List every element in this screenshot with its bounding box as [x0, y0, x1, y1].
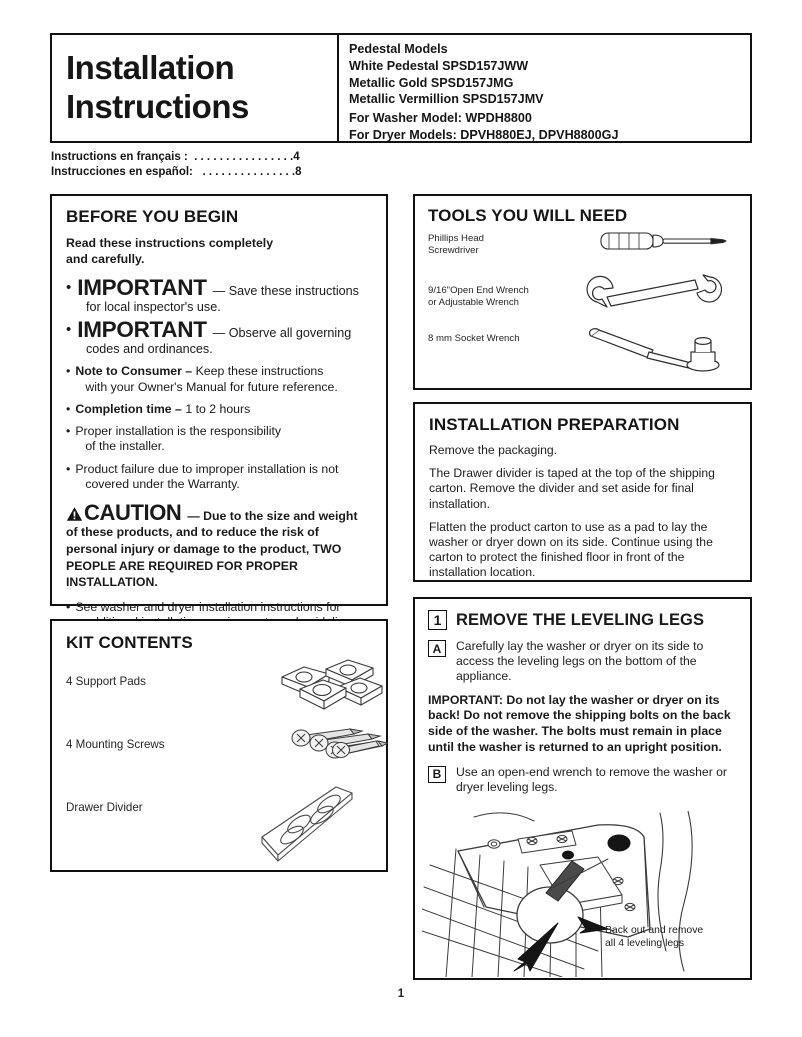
- list-item-indent: of the installer.: [85, 439, 165, 454]
- model-line: Metallic Gold SPSD157JMG: [349, 75, 514, 90]
- installation-preparation-section: [413, 402, 752, 582]
- step-one-title: REMOVE THE LEVELING LEGS: [456, 610, 705, 629]
- before-you-begin-list: [66, 276, 373, 630]
- kit-item-label: 4 Support Pads: [66, 675, 146, 688]
- model-line: White Pedestal SPSD157JWW: [349, 58, 529, 73]
- model-line: Pedestal Models: [349, 42, 448, 56]
- list-item: [66, 364, 373, 394]
- tool-label-line-2: or Adjustable Wrench: [428, 297, 520, 309]
- important-item-1: [66, 276, 373, 300]
- title-line-1: Installation: [66, 49, 235, 87]
- tool-label-line-1: 9/16"Open End Wrench: [428, 285, 529, 296]
- document-title: [52, 35, 339, 141]
- caution-body-line-1: of these products, and to reduce the risk of: [66, 525, 319, 540]
- step-one-section: [413, 597, 752, 980]
- list-item-text: Proper installation is the responsibility: [75, 424, 282, 439]
- bullet-dot-icon: •: [66, 321, 72, 339]
- mounting-screws-illustration: [284, 725, 388, 773]
- list-item: [66, 402, 373, 417]
- important-dash-text: — Save these instructions: [212, 284, 359, 299]
- bullet-dot-icon: •: [66, 364, 71, 379]
- installation-preparation-title: INSTALLATION PREPARATION: [429, 415, 680, 434]
- caution-body-line-3: PEOPLE ARE REQUIRED FOR PROPER INSTALLATION.: [66, 559, 298, 590]
- important-word: IMPORTANT: [77, 317, 207, 343]
- kit-contents-section: [50, 619, 388, 872]
- bullet-dot-icon: •: [66, 424, 71, 439]
- leveling-legs-illustration: [422, 811, 742, 977]
- important-item-2: [66, 318, 373, 342]
- language-line-spanish: Instrucciones en español: . . . . . . . . . . . . . . .8: [51, 166, 302, 179]
- warning-triangle-icon: [66, 506, 83, 522]
- step-number-badge: 1: [428, 610, 447, 630]
- list-item-bold: Note to Consumer –: [75, 364, 193, 379]
- caption-line-1: Back out and remove: [605, 925, 704, 936]
- list-item: [66, 424, 373, 454]
- important-word: IMPORTANT: [77, 275, 207, 301]
- model-line: For Washer Model: WPDH8800: [349, 111, 532, 126]
- caption-line-2: all 4 leveling legs: [605, 938, 685, 949]
- tool-label: [428, 333, 520, 345]
- bullet-dot-icon: •: [66, 461, 71, 476]
- sub-step-letter-badge: A: [428, 640, 446, 657]
- sub-step-a: [428, 639, 738, 685]
- kit-item-label: Drawer Divider: [66, 801, 143, 814]
- kit-contents-title: KIT CONTENTS: [66, 633, 193, 652]
- tools-title: TOOLS YOU WILL NEED: [428, 206, 628, 225]
- sub-step-text: Carefully lay the washer or dryer on its side to access the leveling legs on the bottom of the appliance.: [456, 639, 704, 684]
- lead-line-1: Read these instructions completely: [66, 236, 274, 250]
- step-important-note: IMPORTANT: Do not lay the washer or dryer on its back! Do not remove the shipping bolts on the back side of the washer. The bolts must remain in place until the washer is returned to an upright position.: [428, 692, 731, 754]
- lead-line-2: and carefully.: [66, 251, 145, 266]
- list-item-text: See washer and dryer installation instructions for: [75, 600, 341, 615]
- caution-body-line-2: personal injury or damage to the product, TWO: [66, 542, 342, 557]
- kit-item-label: 4 Mounting Screws: [66, 738, 165, 751]
- model-list: [339, 35, 750, 141]
- header-box: [50, 33, 752, 143]
- caution-word: CAUTION: [84, 500, 182, 526]
- list-item-text: Product failure due to improper installation is not: [75, 461, 339, 476]
- tool-label: [428, 233, 484, 258]
- list-item: [66, 462, 373, 492]
- screwdriver-icon: [583, 226, 739, 258]
- tools-you-will-need-section: [413, 194, 752, 390]
- before-you-begin-section: [50, 194, 388, 615]
- list-item-indent: with your Owner's Manual for future reference.: [85, 379, 338, 394]
- sub-step-text: Use an open-end wrench to remove the washer or dryer leveling legs.: [456, 764, 727, 794]
- step-one-header: [428, 610, 738, 630]
- list-item-text: 1 to 2 hours: [181, 401, 251, 416]
- important-continuation: codes and ordinances.: [86, 342, 213, 357]
- caution-block: [66, 501, 373, 591]
- sub-step-letter-badge: B: [428, 766, 446, 783]
- bullet-dot-icon: •: [66, 279, 72, 297]
- preparation-paragraph: Remove the packaging.: [429, 443, 558, 457]
- bullet-dot-icon: •: [66, 401, 71, 416]
- list-item-bold: Completion time –: [75, 401, 182, 416]
- preparation-paragraph: Flatten the product carton to use as a pad to lay the washer or dryer down on its side. Continue using the carton to protect the finished floor in front of the installation location.: [429, 519, 713, 580]
- language-line-french: Instructions en français : . . . . . . . . . . . . . . . .4: [51, 151, 300, 163]
- tool-label-line-2: Screwdriver: [428, 245, 479, 257]
- open-end-wrench-icon: [583, 272, 739, 320]
- important-dash-text: — Observe all governing: [212, 326, 352, 341]
- before-you-begin-lead: [66, 236, 373, 267]
- drawer-divider-illustration: [244, 779, 362, 867]
- sub-step-b: [428, 765, 738, 795]
- tool-label: [428, 285, 529, 310]
- support-pads-illustration: [274, 657, 384, 717]
- illustration-caption: [605, 924, 703, 950]
- socket-wrench-icon: [583, 322, 739, 372]
- page-number: 1: [397, 988, 405, 1000]
- tool-label-line-1: Phillips Head: [428, 233, 484, 244]
- language-references: [51, 150, 302, 181]
- bullet-dot-icon: •: [66, 600, 71, 615]
- title-line-2: Instructions: [66, 88, 249, 125]
- model-line: For Dryer Models: DPVH880EJ, DPVH8800GJ: [349, 128, 619, 143]
- list-item-indent: covered under the Warranty.: [85, 476, 240, 491]
- before-you-begin-title: BEFORE YOU BEGIN: [66, 207, 239, 226]
- caution-dash-text: — Due to the size and weight: [187, 509, 358, 524]
- tool-label-line-1: 8 mm Socket Wrench: [428, 333, 520, 344]
- important-continuation: for local inspector's use.: [86, 300, 221, 315]
- preparation-paragraph: The Drawer divider is taped at the top of the shipping carton. Remove the divider and set aside for final installation.: [429, 466, 715, 511]
- list-item-text: Keep these instructions: [192, 364, 324, 379]
- model-line: Metallic Vermillion SPSD157JMV: [349, 92, 544, 107]
